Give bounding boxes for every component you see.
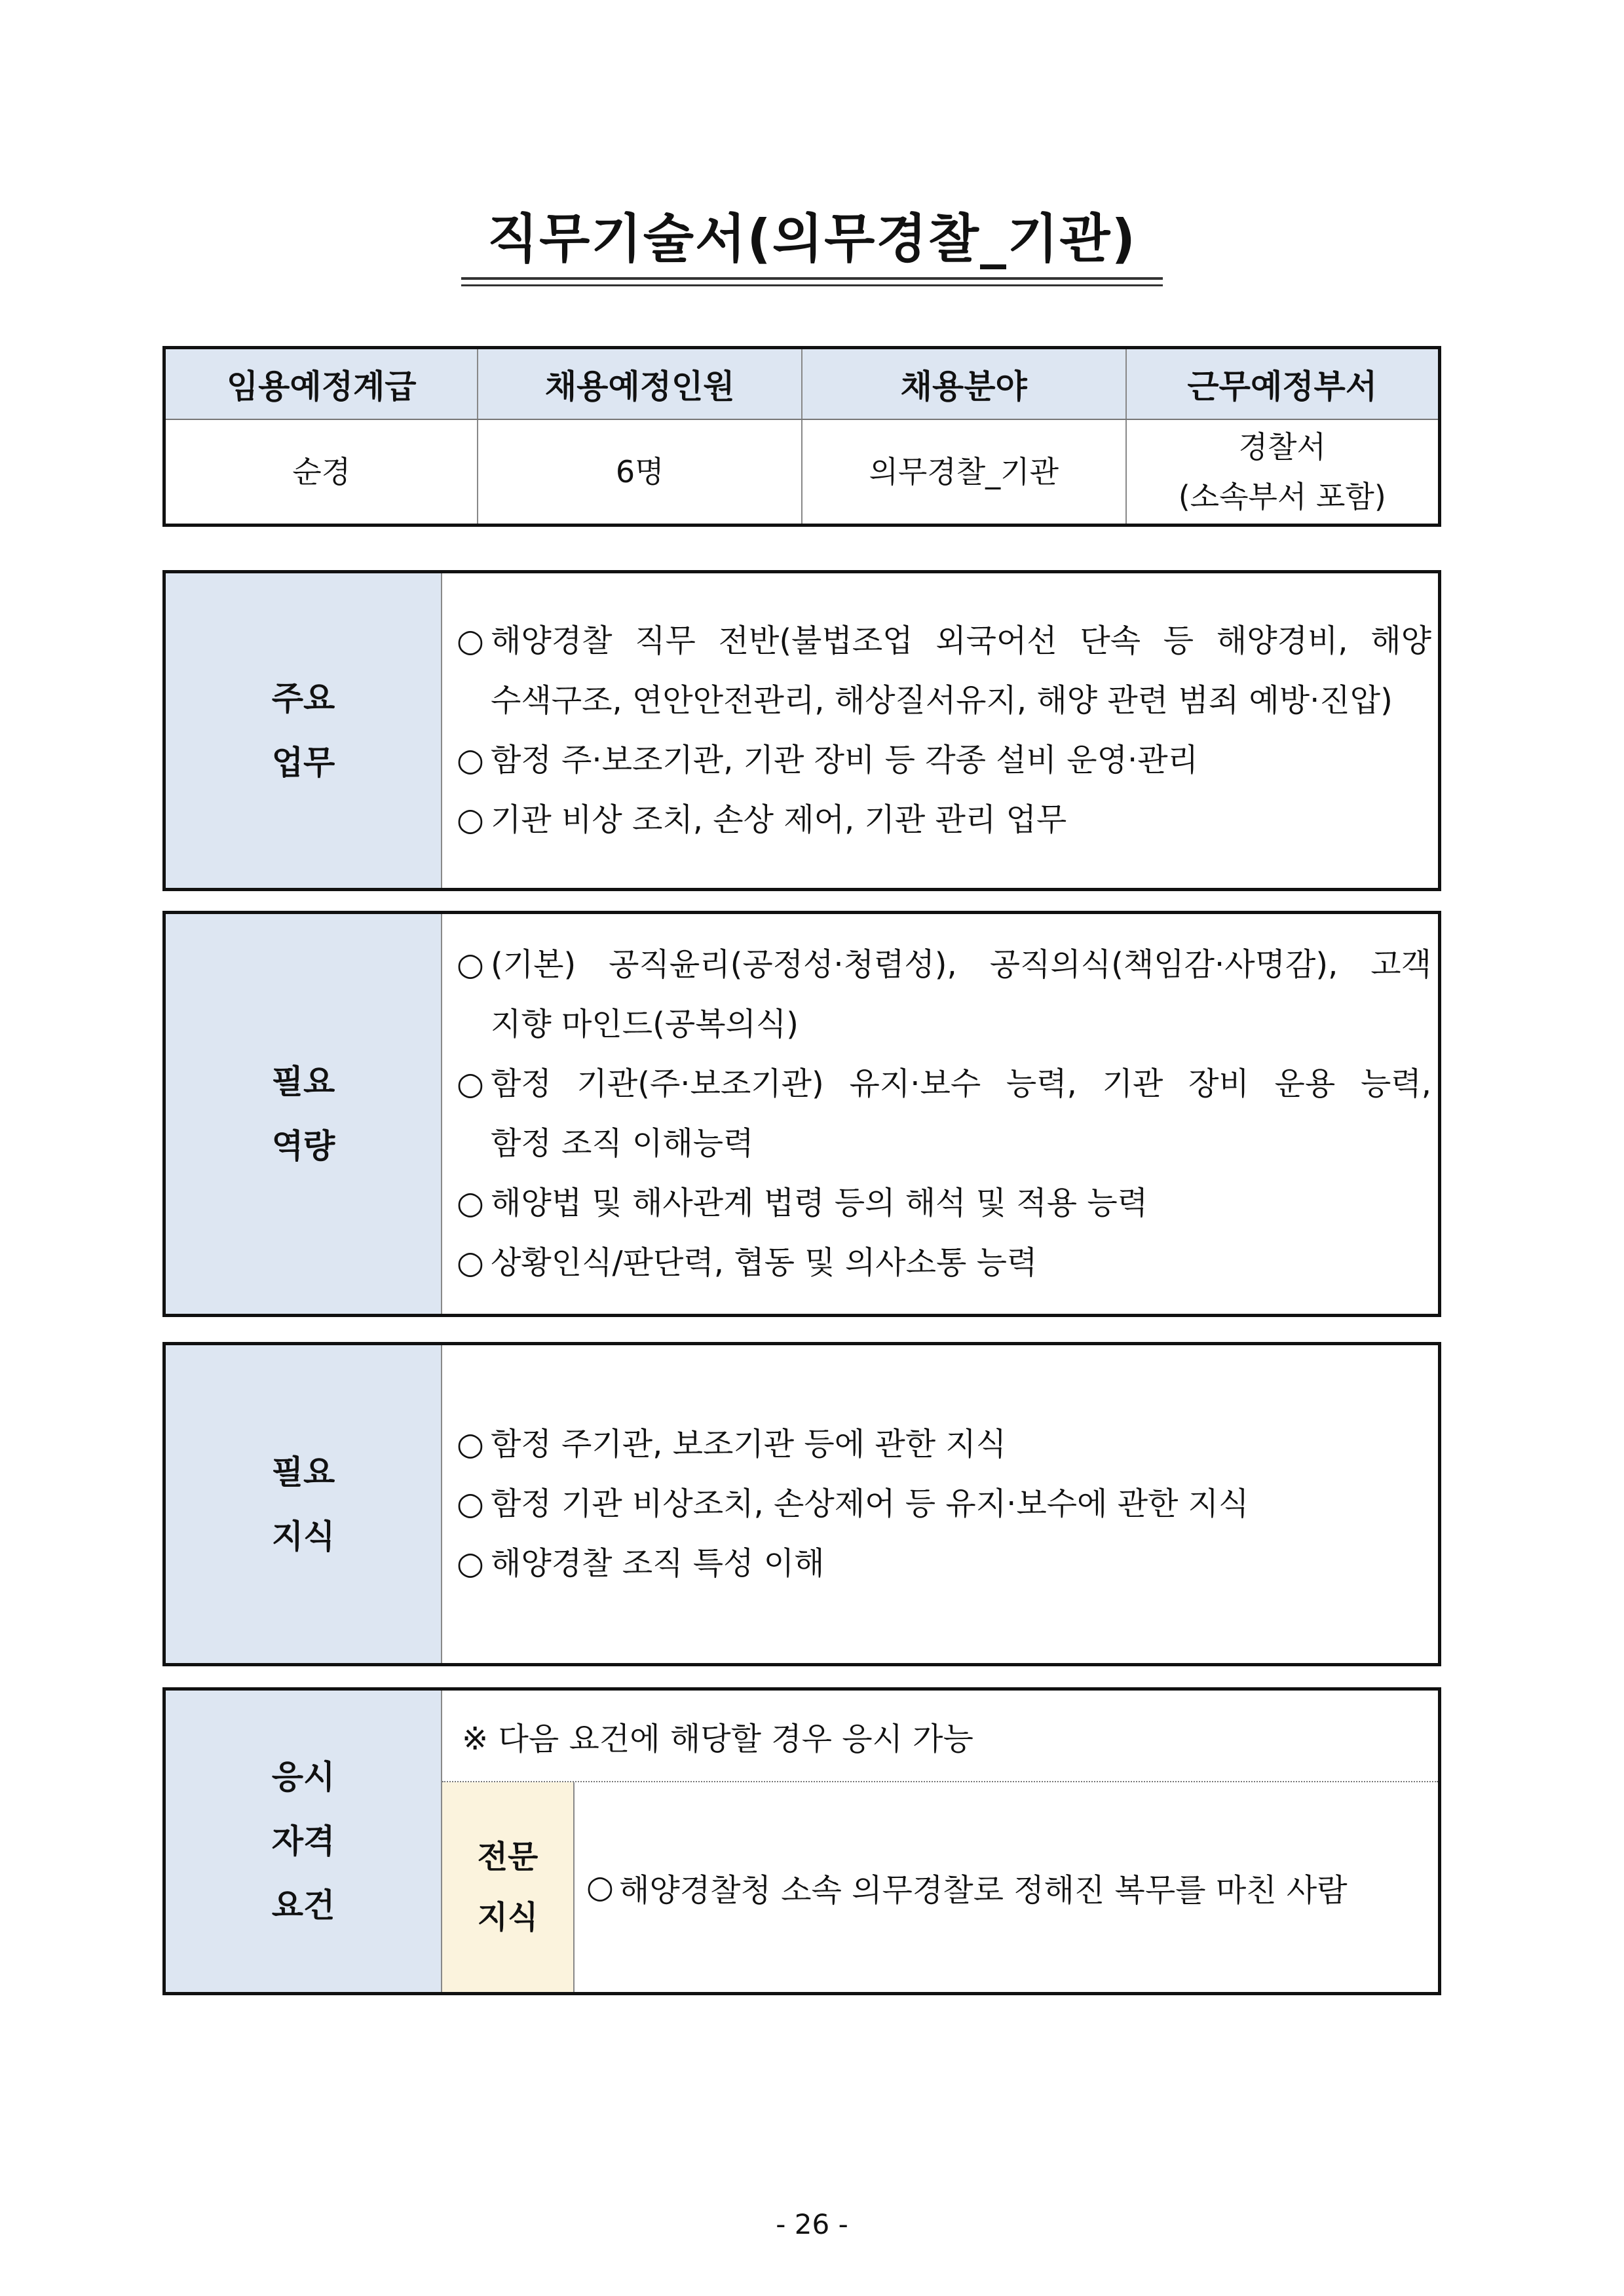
expertise-label-line-1: 전문 — [477, 1839, 538, 1875]
competency-label-line-1: 필요 — [271, 1063, 335, 1101]
list-item — [457, 731, 1431, 790]
duty-text-1-cont: 수색구조, 연안안전관리, 해상질서유지, 해양 관련 범죄 예방·진압) — [491, 682, 1393, 719]
competency-text-1: (기본) 공직윤리(공정성·청렴성), 공직의식(책임감·사명감), 고객 — [491, 946, 1431, 983]
circle-bullet-icon: ○ — [457, 1545, 484, 1582]
header-field: 채용분야 — [802, 348, 1126, 420]
competency-text-4: 상황인식/판단력, 협동 및 의사소통 능력 — [491, 1244, 1038, 1281]
page-title-wrap — [0, 197, 1624, 280]
requirements-section — [162, 1687, 1441, 1995]
list-item — [457, 1054, 1431, 1114]
duty-text-3: 기관 비상 조치, 손상 제어, 기관 관리 업무 — [491, 801, 1067, 838]
circle-bullet-icon: ○ — [457, 742, 484, 778]
list-item — [457, 1233, 1431, 1293]
knowledge-section — [162, 1342, 1441, 1666]
list-item — [457, 1474, 1431, 1534]
circle-bullet-icon: ○ — [586, 1869, 614, 1905]
expertise-label — [442, 1782, 575, 1992]
knowledge-content — [442, 1345, 1438, 1663]
list-item — [457, 1534, 1431, 1594]
competency-text-3: 해양법 및 해사관계 법령 등의 해석 및 적용 능력 — [491, 1185, 1148, 1221]
list-item — [457, 1174, 1431, 1233]
list-item — [457, 611, 1431, 671]
list-item-continuation — [457, 995, 1431, 1054]
competency-text-2-cont: 함정 조직 이해능력 — [491, 1125, 754, 1162]
duties-label — [166, 573, 442, 888]
requirements-row — [442, 1782, 1438, 1992]
duty-text-2: 함정 주·보조기관, 기관 장비 등 각종 설비 운영·관리 — [491, 742, 1198, 778]
knowledge-text-3: 해양경찰 조직 특성 이해 — [491, 1545, 825, 1582]
knowledge-label-line-2: 지식 — [271, 1517, 335, 1556]
requirements-label-line-2: 자격 — [271, 1822, 335, 1860]
list-item — [457, 935, 1431, 995]
competency-text-2: 함정 기관(주·보조기관) 유지·보수 능력, 기관 장비 운용 능력, — [491, 1065, 1431, 1102]
duties-label-line-1: 주요 — [271, 679, 335, 718]
competency-label-line-2: 역량 — [271, 1127, 335, 1165]
duties-section — [162, 570, 1441, 891]
duties-content — [442, 573, 1438, 888]
circle-bullet-icon: ○ — [457, 801, 484, 838]
page-number: - 26 - — [776, 2208, 848, 2240]
knowledge-label-line-1: 필요 — [271, 1453, 335, 1491]
duties-label-line-2: 업무 — [271, 744, 335, 782]
duty-text-1: 해양경찰 직무 전반(불법조업 외국어선 단속 등 해양경비, 해양 — [491, 622, 1431, 659]
circle-bullet-icon: ○ — [457, 1185, 484, 1221]
table-header-row — [164, 348, 1440, 420]
competency-label — [166, 914, 442, 1314]
competency-content — [442, 914, 1438, 1314]
requirements-note: ※ 다음 요건에 해당할 경우 응시 가능 — [442, 1691, 1438, 1782]
expertise-text: 해양경찰청 소속 의무경찰로 정해진 복무를 마친 사람 — [619, 1871, 1348, 1909]
expertise-content — [575, 1782, 1438, 1992]
competency-text-1-cont: 지향 마인드(공복의식) — [491, 1006, 799, 1043]
requirements-label-line-3: 요건 — [271, 1886, 335, 1924]
circle-bullet-icon: ○ — [457, 1244, 484, 1281]
header-department: 근무예정부서 — [1126, 348, 1440, 420]
department-line-2: (소속부서 포함) — [1178, 479, 1386, 514]
list-item-continuation — [457, 671, 1431, 731]
competency-section — [162, 911, 1441, 1317]
knowledge-text-2: 함정 기관 비상조치, 손상제어 등 유지·보수에 관한 지식 — [491, 1485, 1249, 1522]
list-item — [457, 790, 1431, 850]
table-row — [164, 419, 1440, 526]
list-item — [457, 1415, 1431, 1474]
expertise-label-line-2: 지식 — [477, 1899, 538, 1936]
circle-bullet-icon: ○ — [457, 1065, 484, 1102]
value-department — [1126, 419, 1440, 526]
knowledge-text-1: 함정 주기관, 보조기관 등에 관한 지식 — [491, 1426, 1007, 1463]
circle-bullet-icon: ○ — [457, 1485, 484, 1522]
recruitment-info-table — [162, 346, 1441, 527]
header-headcount: 채용예정인원 — [478, 348, 802, 420]
page-title: 직무기술서(의무경찰_기관) — [461, 197, 1163, 280]
value-headcount: 6명 — [478, 419, 802, 526]
circle-bullet-icon: ○ — [457, 622, 484, 659]
knowledge-label — [166, 1345, 442, 1663]
circle-bullet-icon: ○ — [457, 1426, 484, 1463]
value-field: 의무경찰_기관 — [802, 419, 1126, 526]
header-rank: 임용예정계급 — [164, 348, 478, 420]
requirements-label — [166, 1691, 442, 1992]
circle-bullet-icon: ○ — [457, 946, 484, 983]
department-line-1: 경찰서 — [1238, 429, 1326, 465]
requirements-label-line-1: 응시 — [271, 1758, 335, 1796]
value-rank: 순경 — [164, 419, 478, 526]
requirements-content — [442, 1691, 1438, 1992]
list-item-continuation — [457, 1114, 1431, 1174]
